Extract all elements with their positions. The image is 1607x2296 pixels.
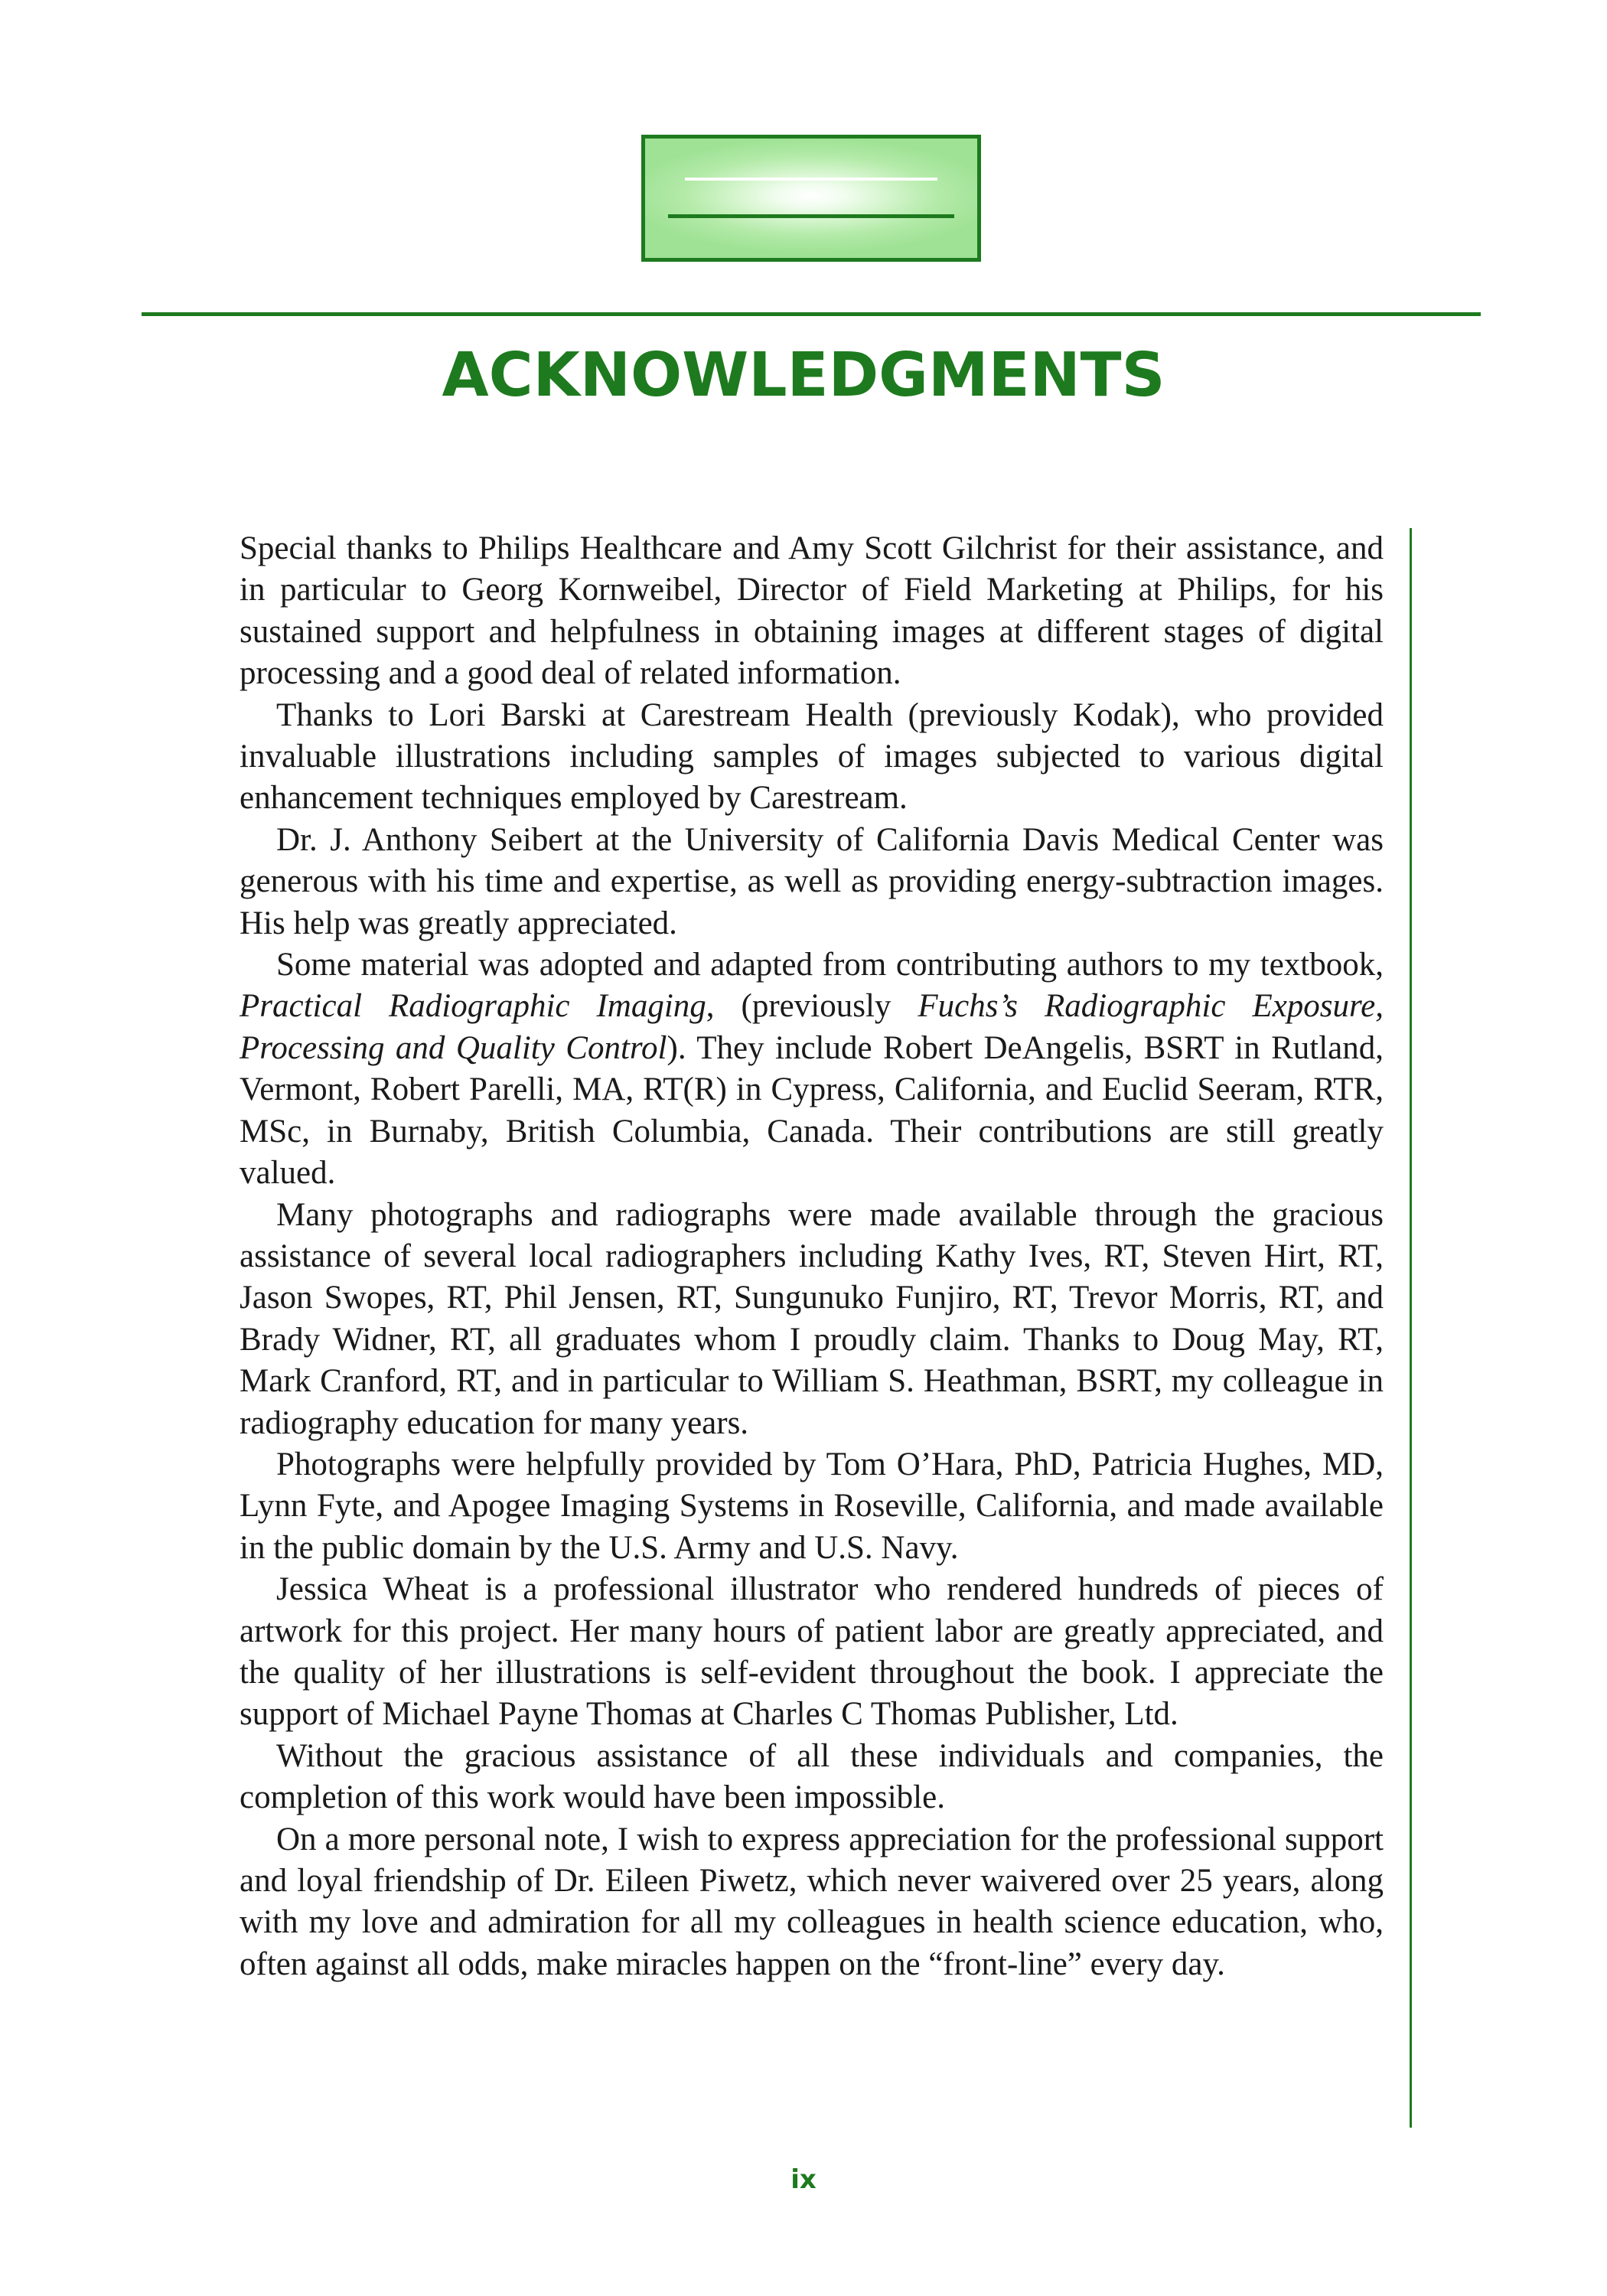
emblem-rule-line bbox=[668, 214, 954, 218]
paragraph bbox=[240, 1195, 1384, 1444]
paragraph-text: Some material was adopted and adapted from contributing authors to my textbook, bbox=[276, 947, 1384, 983]
paragraph-text: Many photographs and radiographs were made available through the gracious assistance of several local radiographers including Kathy Ives, RT, Steven Hirt, RT, Jason Swopes, RT, Phil Jensen, RT, Sungunuko Funjiro, RT, Trevor Morris, RT, and Brady Widner, RT, all graduates whom I proudly claim. Thanks to Doug May, RT, Mark Cranford, RT, and in particular to William S. Heathman, BSRT, my colleague in radiography education for many years. bbox=[240, 1196, 1384, 1441]
chapter-title: ACKNOWLEDGMENTS bbox=[442, 340, 1165, 410]
paragraph-text: Dr. J. Anthony Seibert at the University of California Davis Medical Center was generous with his time and expertise, as well as providing energy-subtraction images. His help was greatly appreciated. bbox=[240, 821, 1384, 941]
paragraph-text: Jessica Wheat is a professional illustrator who rendered hundreds of pieces of artwork for this project. Her many hours of patient labor are greatly appreciated, and the quality of her illustrations is self-evident throughout the book. I appreciate the support of Michael Payne Thomas at Charles C Thomas Publisher, Ltd. bbox=[240, 1571, 1384, 1733]
paragraph-text: Photographs were helpfully provided by Tom O’Hara, PhD, Patricia Hughes, MD, Lynn Fyte, and Apogee Imaging Systems in Roseville, California, and made available in the public domain by the U.S. Army and U.S. Navy. bbox=[240, 1446, 1384, 1566]
paragraph-text: Without the gracious assistance of all these individuals and companies, the completion of this work would have been impossible. bbox=[240, 1737, 1384, 1816]
paragraph bbox=[240, 1736, 1384, 1819]
chapter-emblem bbox=[641, 135, 981, 262]
title-rule bbox=[142, 312, 1481, 316]
paragraph-text: On a more personal note, I wish to express appreciation for the professional support and loyal friendship of Dr. Eileen Piwetz, which never waivered over 25 years, along with my love and admiration for all my colleagues in health science education, who, often against all odds, make miracles happen on the “front-line” every day. bbox=[240, 1821, 1384, 1982]
paragraph bbox=[240, 695, 1384, 820]
paragraph bbox=[240, 1569, 1384, 1736]
margin-rule bbox=[1410, 528, 1412, 2128]
emblem-highlight-line bbox=[685, 178, 937, 181]
body-text bbox=[240, 528, 1384, 1985]
paragraph bbox=[240, 1819, 1384, 1986]
book-title: Practical Radiographic Imaging bbox=[240, 988, 706, 1025]
page-number: ix bbox=[790, 2164, 817, 2195]
paragraph-text: ). They include Robert DeAngelis, BSRT in Rutland, Vermont, Robert Parelli, MA, RT(R) in Cypress, California, and Euclid Seeram, RTR, MSc, in Burnaby, British Columbia, Canada. Their contributions are still greatly valued. bbox=[240, 1029, 1384, 1192]
paragraph bbox=[240, 528, 1384, 695]
book-title: Fuchs’s Radiographic Exposure, Processing and Quality Control bbox=[240, 988, 1384, 1066]
paragraph bbox=[240, 1444, 1384, 1569]
paragraph bbox=[240, 820, 1384, 944]
paragraph-text: , (previously bbox=[706, 988, 918, 1025]
paragraph bbox=[240, 944, 1384, 1194]
paragraph-text: Special thanks to Philips Healthcare and Amy Scott Gilchrist for their assistance, and in particular to Georg Kornweibel, Director of Field Marketing at Philips, for his sustained support and helpfulness in obtaining images at different stages of digital processing and a good deal of related information. bbox=[240, 530, 1384, 692]
paragraph-text: Thanks to Lori Barski at Carestream Health (previously Kodak), who provided invaluable illustrations including samples of images subjected to various digital enhancement techniques employed by Carestream. bbox=[240, 696, 1384, 817]
